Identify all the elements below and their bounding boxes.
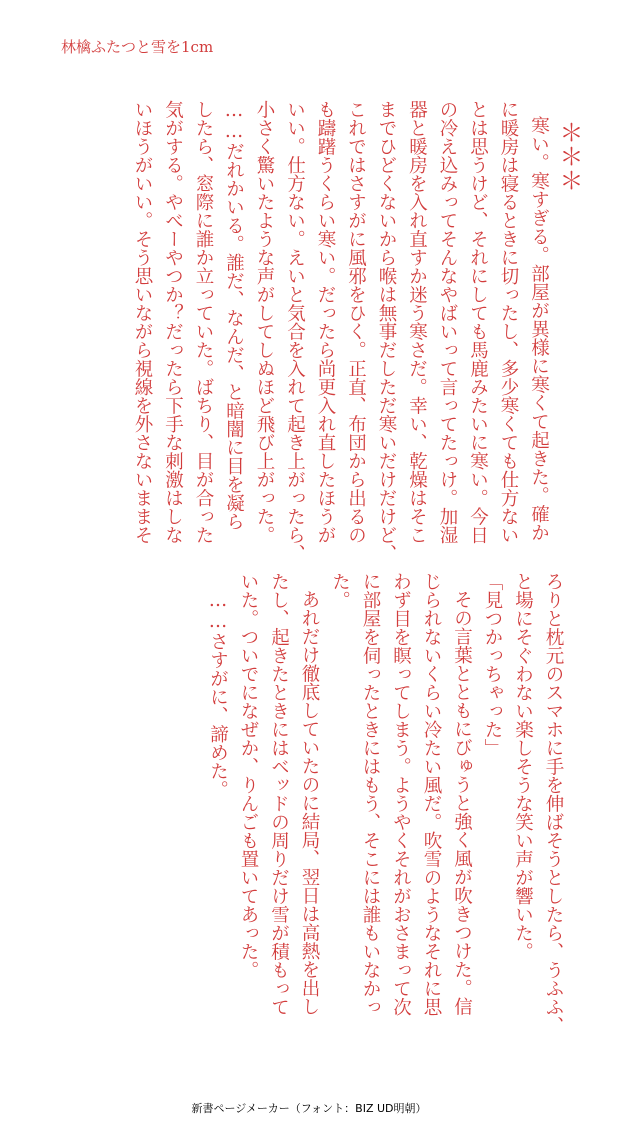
text-line: たし、起きたときにはベッドの周りだけ雪が積もって xyxy=(268,572,290,1016)
section-break-asterisks: ＊＊＊ xyxy=(555,120,583,192)
story-title: 林檎ふたつと雪を1cm xyxy=(61,38,214,56)
text-line: 小さく驚いたような声がしてしぬほど飛び上がった。 xyxy=(254,100,275,544)
text-line: とは思うけど、それにしても馬鹿みたいに寒い。今日 xyxy=(467,100,489,544)
text-line: に暖房は寝るときに切ったし、多少寒くても仕方ない xyxy=(498,100,519,544)
text-line: ……さすがに、諦めた。 xyxy=(207,590,229,799)
text-line: ……だれかいる。誰だ、なんだ、と暗闇に目を凝ら xyxy=(223,100,245,531)
text-line: わず目を瞑ってしまう。ようやくそれがおさまって次 xyxy=(390,572,412,1016)
text-line: も躊躇うくらい寒い。だったら尚更入れ直したほうが xyxy=(315,100,336,544)
text-line: いほうがいい。そう思いながら視線を外さないままそ xyxy=(132,100,153,544)
vertical-text-block-bottom xyxy=(202,572,568,1035)
text-line: までひどくないから喉は無事だしただ寒いだけだけど、 xyxy=(376,100,397,563)
text-line: その言葉とともにびゅうと強く風が吹きつけた。信 xyxy=(451,590,473,1016)
text-line: ろりと枕元のスマホに手を伸ばそうとしたら、うふふ、 xyxy=(543,572,564,1035)
text-line: 器と暖房を入れ直すか迷う寒さだ。幸い、乾燥はそこ xyxy=(406,100,428,544)
text-line: の冷え込みってそんなやばいって言ってたっけ。加湿 xyxy=(437,100,458,544)
text-line: じられないくらい冷たい風だ。吹雪のようなそれに思 xyxy=(421,572,442,1016)
text-line: これではさすがに風邪をひく。正直、布団から出るの xyxy=(345,100,367,544)
text-line: に部屋を伺ったときにはもう、そこには誰もいなかっ xyxy=(360,572,381,1016)
text-line: た。 xyxy=(329,572,351,609)
footer-credit: 新書ページメーカー（フォント：BIZ UD明朝） xyxy=(191,1102,427,1115)
vertical-text-block-top xyxy=(127,100,585,563)
text-line: いい。仕方ない。えいと気合を入れて起き上がったら、 xyxy=(284,100,306,563)
text-line: したら、窓際に誰か立っていた。ばちり、目が合った xyxy=(193,100,214,544)
text-line: あれだけ徹底していたのに結局、翌日は高熱を出し xyxy=(299,590,320,1016)
text-line: 「見つかっちゃった」 xyxy=(482,572,503,757)
text-line: 気がする。やべーやつか？だったら下手な刺激はしな xyxy=(162,100,184,544)
text-line: いた。ついでになぜか、りんごも置いてあった。 xyxy=(238,572,259,979)
text-line: と場にそぐわない楽しそうな笑い声が響いた。 xyxy=(512,572,534,961)
text-line: 寒い。寒すぎる。部屋が異様に寒くて起きた。確か xyxy=(528,116,550,542)
